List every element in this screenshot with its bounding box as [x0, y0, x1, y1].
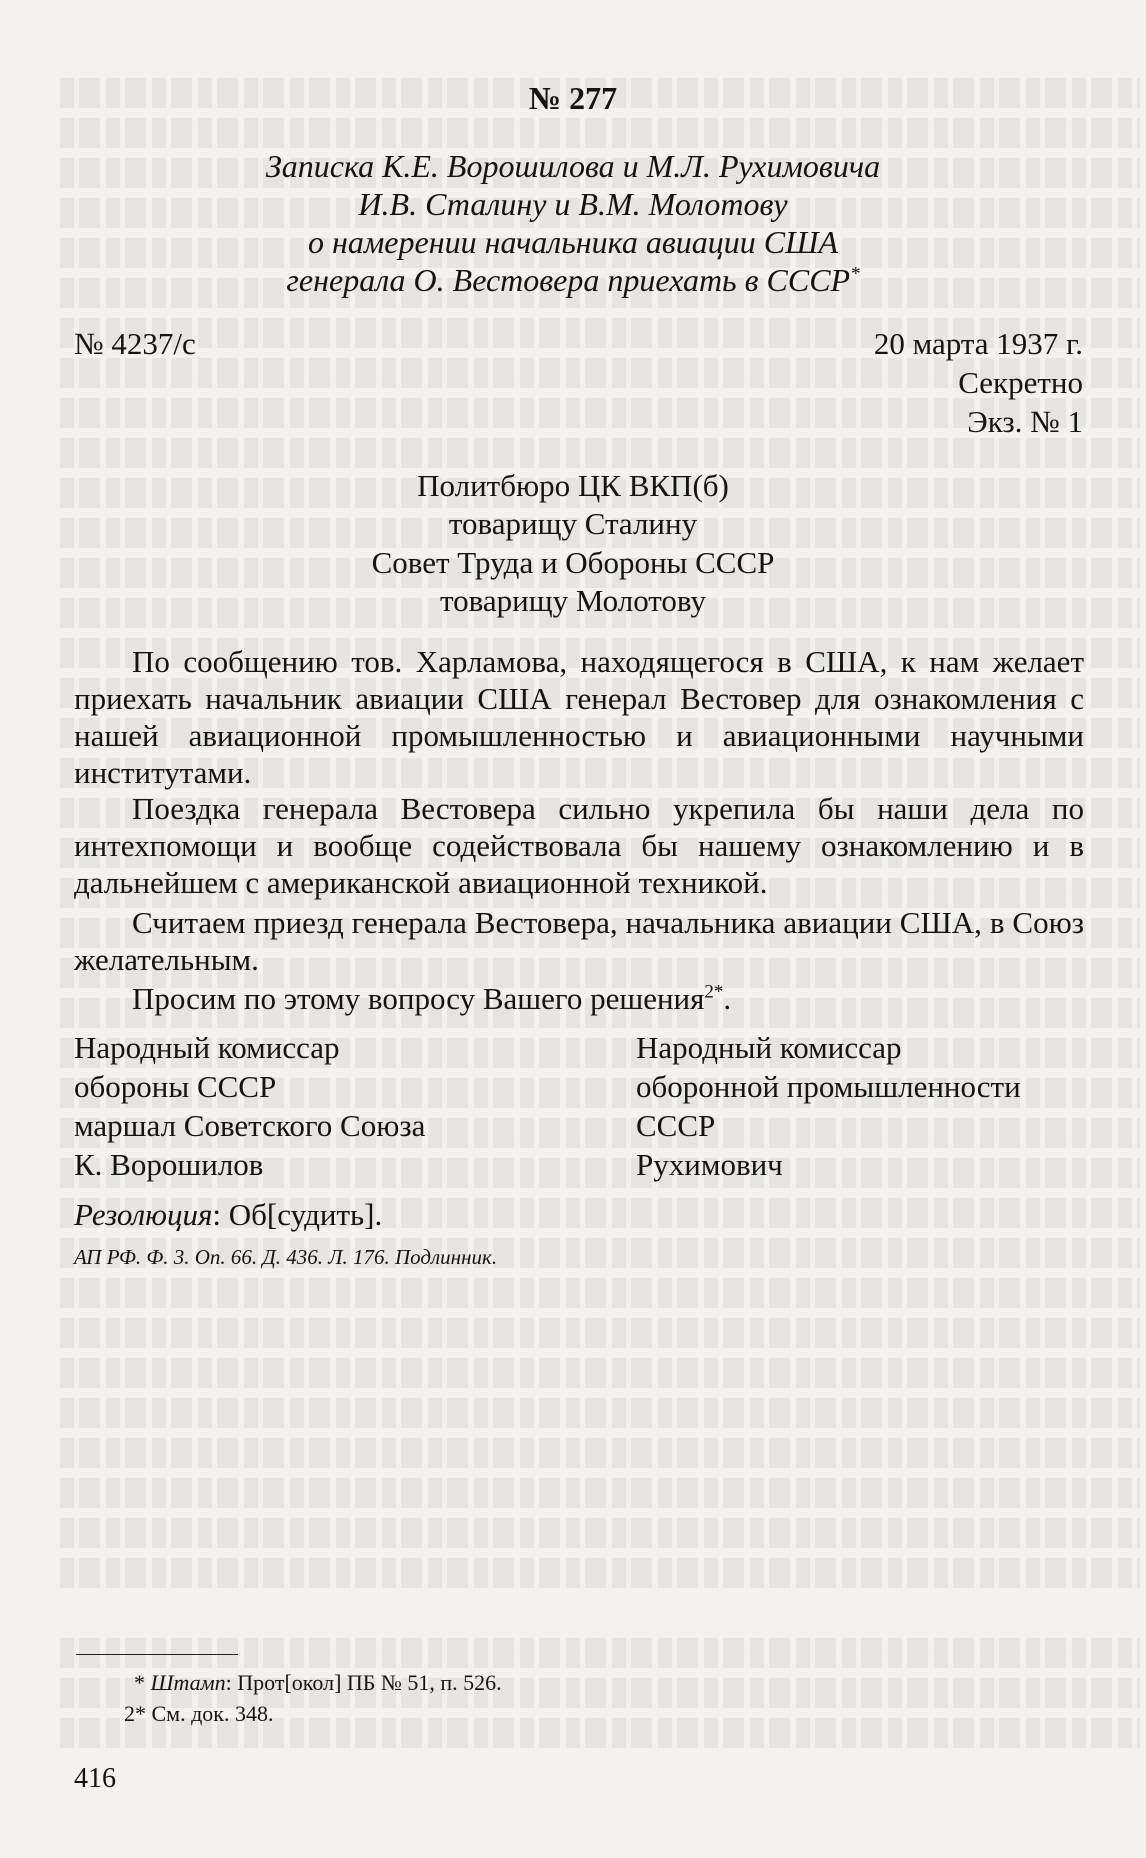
request-footnote-mark: 2* — [704, 981, 724, 1003]
addressee-molotov: товарищу Молотову — [440, 583, 706, 618]
addressee-council: Совет Труда и Обороны СССР — [371, 545, 775, 580]
signature-right-line-1: Народный комиссар — [636, 1030, 902, 1065]
signature-right-name: Рухимович — [636, 1147, 783, 1182]
signature-right-line-2: оборонной промышленности — [636, 1069, 1021, 1104]
signature-right-line-3: СССР — [636, 1108, 716, 1143]
body-paragraph-3: Считаем приезд генерала Вестовера, начальника авиации США, в Союз желательным. — [74, 905, 1084, 977]
body-paragraph-2: Поездка генерала Вестовера сильно укрепила бы наши дела по интехпомощи и вообще содействовала бы нашему ознакомлению и в дальнейшем с американской авиационной техникой. — [74, 791, 1084, 900]
copy-number: Экз. № 1 — [967, 404, 1083, 439]
signature-left-name: К. Ворошилов — [74, 1147, 264, 1182]
addressee-stalin: товарищу Сталину — [448, 506, 698, 541]
signature-left-line-1: Народный комиссар — [74, 1030, 340, 1065]
title-line-1: Записка К.Е. Ворошилова и М.Л. Рухимовича — [265, 148, 881, 184]
signature-left-line-3: маршал Советского Союза — [74, 1108, 426, 1143]
classification-stamp: Секретно — [958, 365, 1083, 400]
title-line-4: генерала О. Вестовера приехать в СССР* — [286, 262, 860, 298]
document-number: № 277 — [528, 80, 618, 116]
page-number: 416 — [74, 1763, 116, 1794]
body-paragraph-1: По сообщению тов. Харламова, находящегося в США, к нам желает приехать начальник авиации США генерал Вестовер для ознакомления с нашей авиационной промышленностью и авиационными научными институтами. — [74, 644, 1084, 790]
archive-source: АП РФ. Ф. 3. Оп. 66. Д. 436. Л. 176. Подлинник. — [74, 1245, 498, 1269]
footnote-1: * Штамп: Прот[окол] ПБ № 51, п. 526. — [134, 1670, 502, 1695]
signature-left-line-2: обороны СССР — [74, 1069, 277, 1104]
title-footnote-mark: * — [850, 263, 860, 285]
registration-number: № 4237/с — [74, 326, 196, 361]
resolution: Резолюция: Об[судить]. — [74, 1197, 383, 1232]
request-paragraph: Просим по этому вопросу Вашего решения$^{2*}$. — [132, 981, 732, 1016]
title-line-2: И.В. Сталину и В.М. Молотову — [358, 186, 788, 222]
footnote-divider — [76, 1654, 238, 1655]
document-date: 20 марта 1937 г. — [873, 326, 1083, 361]
title-line-3: о намерении начальника авиации США — [307, 224, 838, 260]
addressee-politburo: Политбюро ЦК ВКП(б) — [417, 468, 729, 503]
footnote-2: 2* См. док. 348. — [124, 1701, 274, 1726]
